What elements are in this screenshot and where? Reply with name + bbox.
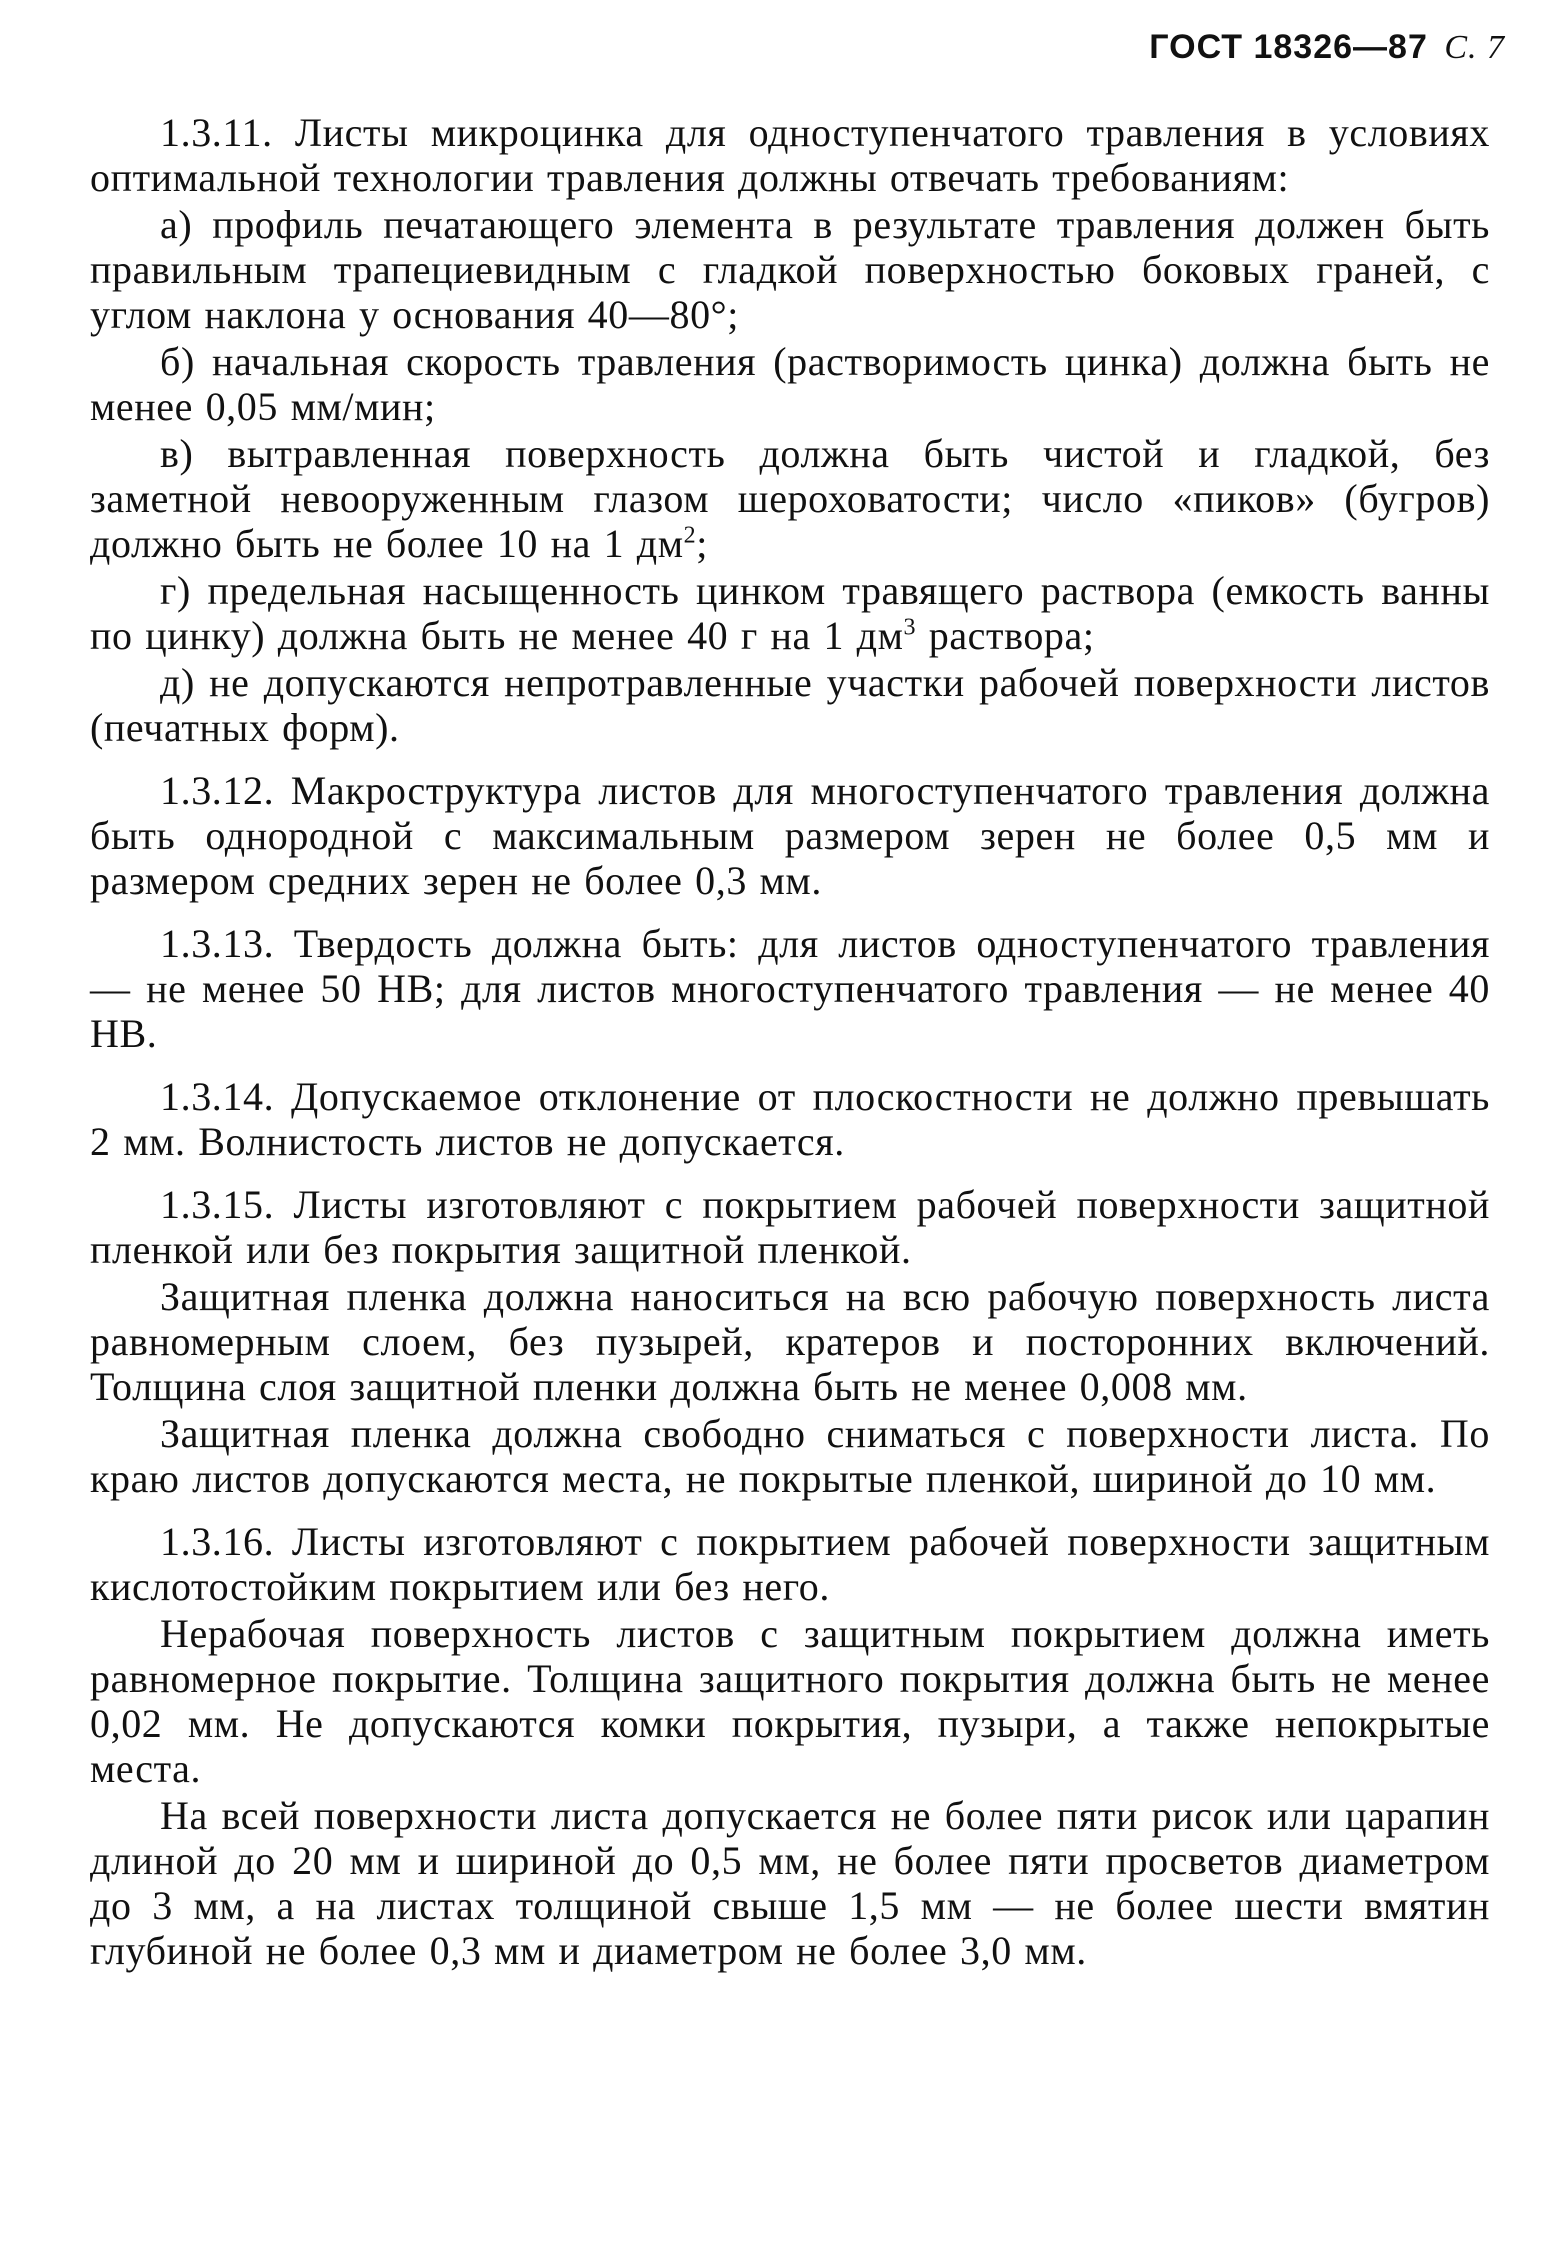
clause-1-3-11-b: б) начальная скорость травления (растворимость цинка) должна быть не менее 0,05 мм/мин;	[90, 339, 1490, 429]
clause-1-3-13: 1.3.13. Твердость должна быть: для листов одноступенчатого травления — не менее 50 НВ; для листов многоступенчатого травления — не менее 40 НВ.	[90, 921, 1490, 1056]
clause-1-3-15: 1.3.15. Листы изготовляют с покрытием рабочей поверхности защитной пленкой или без покрытия защитной пленкой.	[90, 1182, 1490, 1272]
clause-1-3-11: 1.3.11. Листы микроцинка для одноступенчатого травления в условиях оптимальной технологии травления должны отвечать требованиям:	[90, 110, 1490, 200]
clause-1-3-16-defects: На всей поверхности листа допускается не более пяти рисок или царапин длиной до 20 мм и шириной до 0,5 мм, не более пяти просветов диаметром до 3 мм, а на листах толщиной свыше 1,5 мм — не более шести вмятин глубиной не более 0,3 мм и диаметром не более 3,0 мм.	[90, 1793, 1490, 1973]
clause-1-3-12: 1.3.12. Макроструктура листов для многоступенчатого травления должна быть однородной с максимальным размером зерен не более 0,5 мм и размером средних зерен не более 0,3 мм.	[90, 768, 1490, 903]
clause-1-3-14: 1.3.14. Допускаемое отклонение от плоскостности не должно превышать 2 мм. Волнистость листов не допускается.	[90, 1074, 1490, 1164]
clause-1-3-16: 1.3.16. Листы изготовляют с покрытием рабочей поверхности защитным кислотостойким покрытием или без него.	[90, 1519, 1490, 1609]
clause-text-tail: раствора;	[916, 613, 1095, 658]
running-header	[1149, 28, 1505, 67]
standard-number: ГОСТ 18326—87	[1149, 28, 1428, 66]
document-body	[90, 110, 1490, 1973]
clause-1-3-11-v	[90, 431, 1490, 566]
clause-text: г) предельная насыщенность цинком травящего раствора (емкость ванны по цинку) должна быть не менее 40 г на 1 дм	[90, 568, 1490, 658]
superscript: 2	[683, 522, 697, 549]
clause-1-3-15-removal: Защитная пленка должна свободно сниматься с поверхности листа. По краю листов допускаются места, не покрытые пленкой, шириной до 10 мм.	[90, 1411, 1490, 1501]
clause-1-3-15-film: Защитная пленка должна наноситься на всю рабочую поверхность листа равномерным слоем, без пузырей, кратеров и посторонних включений. Толщина слоя защитной пленки должна быть не менее 0,008 мм.	[90, 1274, 1490, 1409]
clause-text: в) вытравленная поверхность должна быть чистой и гладкой, без заметной невооруженным глазом шероховатости; число «пиков» (бугров) должно быть не более 10 на 1 дм	[90, 431, 1490, 566]
clause-1-3-16-coating: Нерабочая поверхность листов с защитным покрытием должна иметь равномерное покрытие. Толщина защитного покрытия должна быть не менее 0,02 мм. Не допускаются комки покрытия, пузыри, а также непокрытые места.	[90, 1611, 1490, 1791]
clause-text-tail: ;	[696, 521, 708, 566]
clause-1-3-11-g	[90, 568, 1490, 658]
superscript: 3	[903, 614, 917, 641]
clause-1-3-11-d: д) не допускаются непротравленные участки рабочей поверхности листов (печатных форм).	[90, 660, 1490, 750]
clause-1-3-11-a: а) профиль печатающего элемента в результате травления должен быть правильным трапециевидным с гладкой поверхностью боковых граней, с углом наклона у основания 40—80°;	[90, 202, 1490, 337]
page-number: С. 7	[1444, 29, 1505, 66]
